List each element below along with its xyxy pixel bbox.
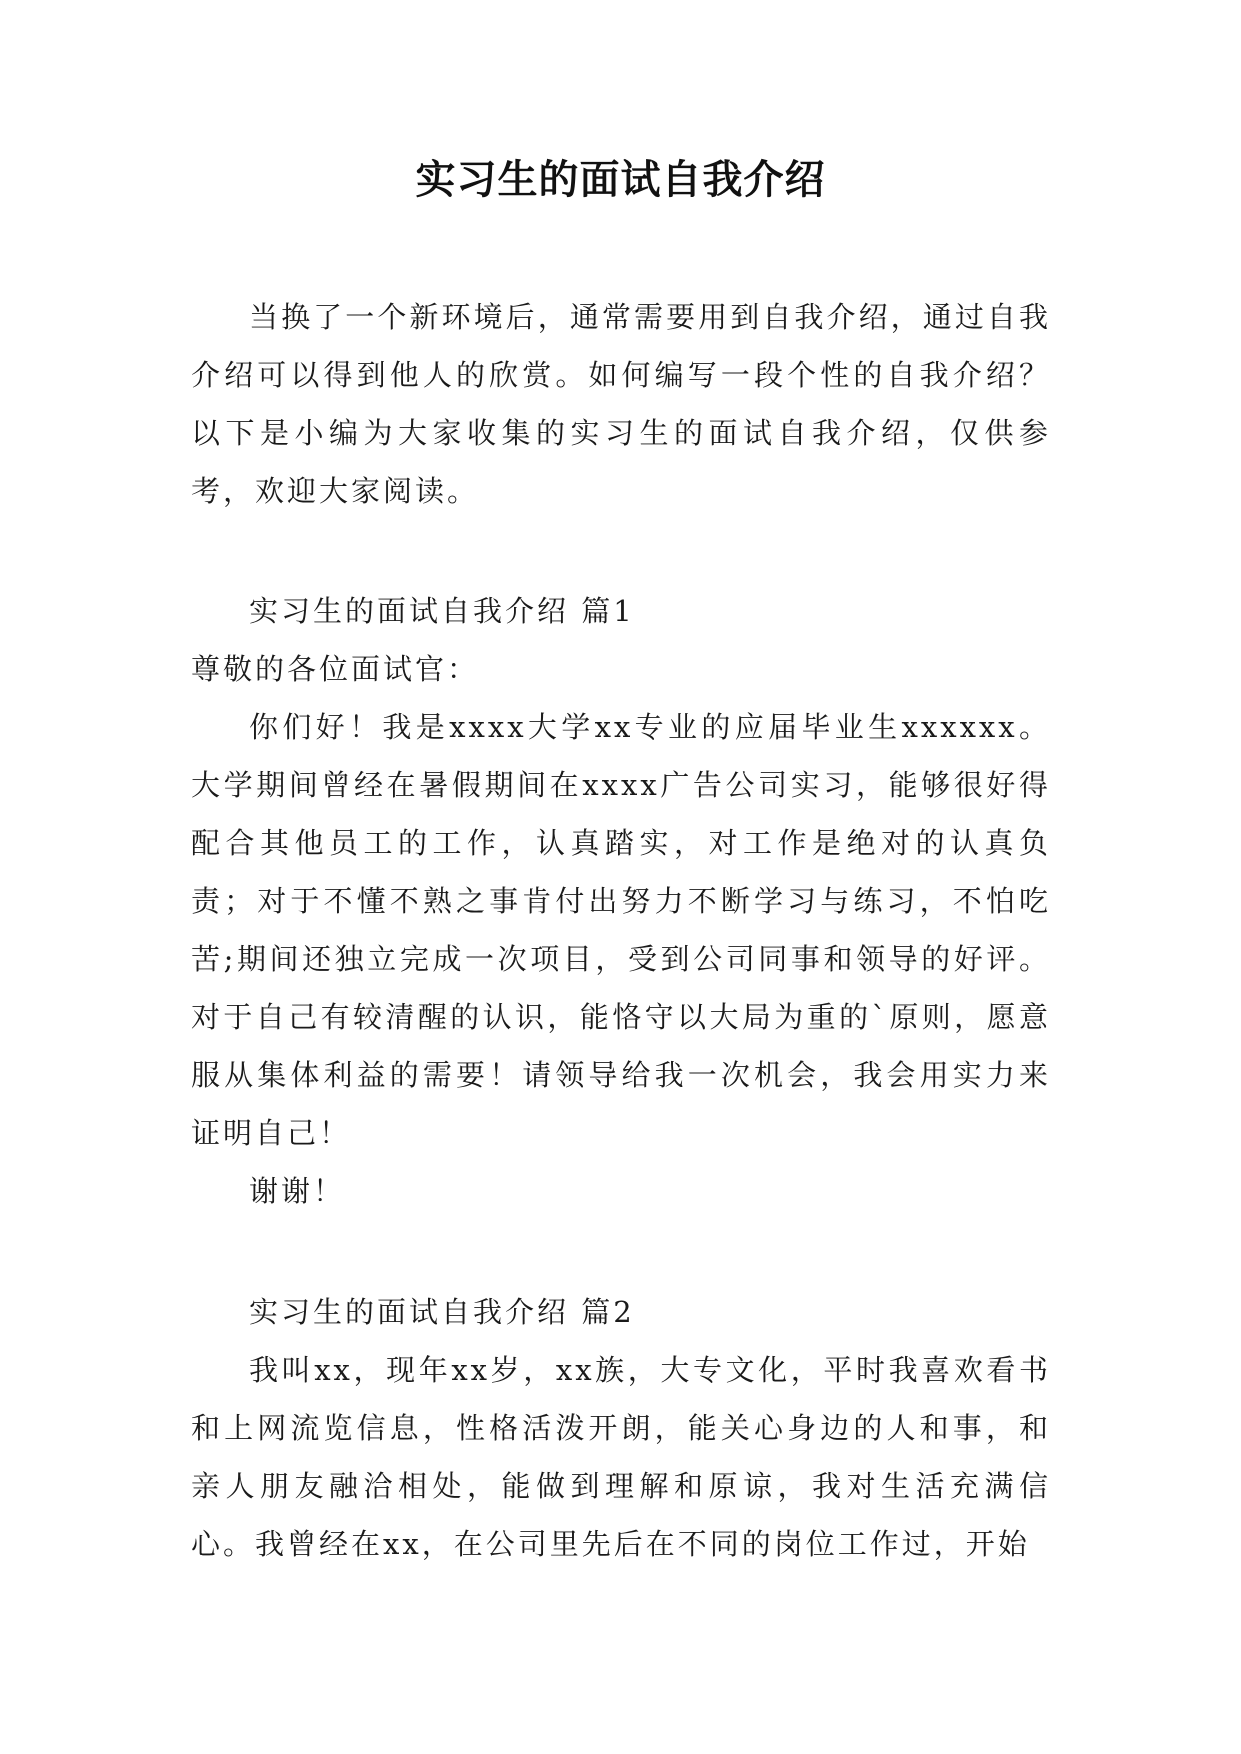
intro-block [191,288,1051,520]
section-1-salutation: 尊敬的各位面试官： [191,652,480,686]
document-title: 实习生的面试自我介绍 [415,157,826,203]
intro-paragraph: 当换了一个新环境后，通常需要用到自我介绍，通过自我介绍可以得到他人的欣赏。如何编写一段个性的自我介绍？以下是小编为大家收集的实习生的面试自我介绍，仅供参考，欢迎大家阅读。 [191,300,1051,508]
section-1 [191,582,1051,1220]
section-2-body: 我叫xx，现年xx岁，xx族，大专文化，平时我喜欢看书和上网流览信息，性格活泼开朗，能关心身边的人和事，和亲人朋友融洽相处，能做到理解和原谅，我对生活充满信心。我曾经在xx，在公司里先后在不同的岗位工作过，开始 [191,1353,1051,1561]
section-1-heading: 实习生的面试自我介绍 篇1 [249,594,635,628]
section-1-closing: 谢谢！ [249,1174,346,1208]
section-1-body: 你们好！我是xxxx大学xx专业的应届毕业生xxxxxx。大学期间曾经在暑假期间在xxxx广告公司实习，能够很好得配合其他员工的工作，认真踏实，对工作是绝对的认真负责；对于不懂不熟之事肯付出努力不断学习与练习，不怕吃苦;期间还独立完成一次项目，受到公司同事和领导的好评。对于自己有较清醒的认识，能恪守以大局为重的`原则，愿意服从集体利益的需要！请领导给我一次机会，我会用实力来证明自己！ [191,710,1051,1150]
section-2-heading: 实习生的面试自我介绍 篇2 [249,1295,635,1329]
section-2 [191,1283,1051,1573]
